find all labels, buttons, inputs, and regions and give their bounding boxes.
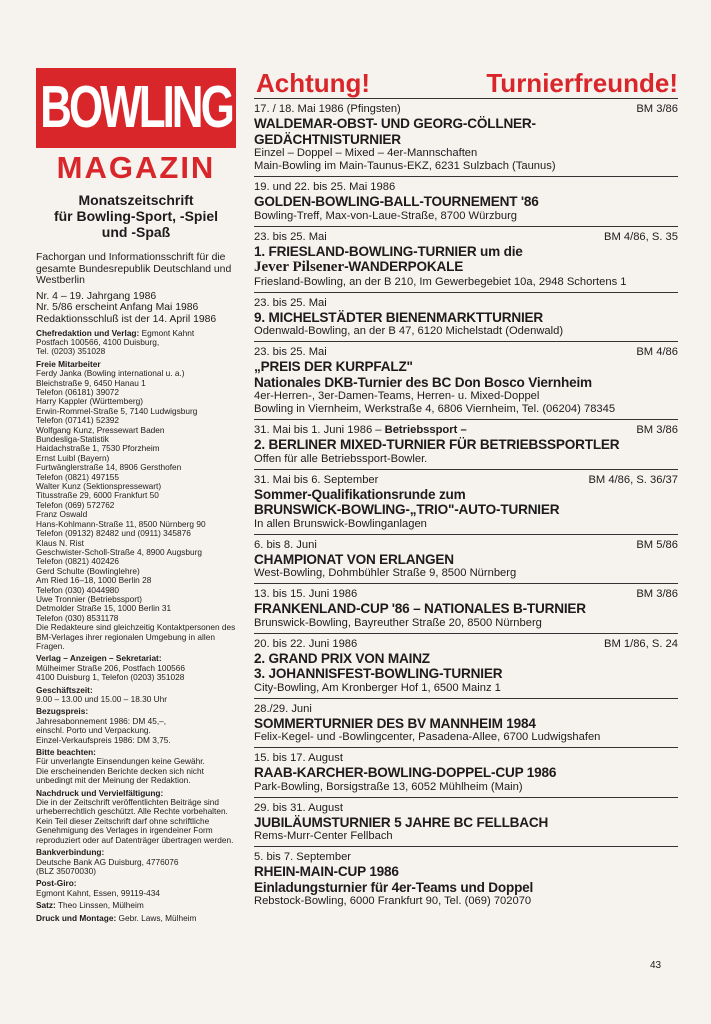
impressum-heading-label: Verlag – Anzeigen – Sekretariat: — [36, 653, 162, 664]
event-ref: BM 1/86, S. 24 — [603, 637, 678, 650]
impressum-text: Deutsche Bank AG Duisburg, 4776076 (BLZ 35070030) — [36, 856, 179, 876]
event-date-row — [254, 851, 678, 864]
event-title: SOMMERTURNIER DES BV MANNHEIM 1984 — [254, 715, 536, 731]
event-date: 23. bis 25. Mai — [254, 230, 327, 243]
subtitle-line: Monatszeitschrift — [78, 192, 194, 208]
banner — [254, 68, 678, 98]
event-date-row — [254, 231, 678, 244]
impressum-section — [36, 914, 236, 923]
subtitle — [36, 192, 236, 240]
issue-line: Nr. 4 – 19. Jahrgang 1986 — [36, 290, 157, 302]
event-date-wrap — [254, 588, 357, 601]
event-title-rest: -WANDERPOKALE — [344, 259, 464, 274]
event-date-wrap — [254, 539, 317, 552]
event-title: BRUNSWICK-BOWLING-„TRIO"-AUTO-TURNIER — [254, 502, 560, 517]
issue-line: Nr. 5/86 erscheint Anfang Mai 1986 — [36, 302, 199, 314]
event-date-row — [254, 802, 678, 815]
event-title: „PREIS DER KURPFALZ" — [254, 359, 413, 374]
impressum-heading-label: Chefredaktion und Verlag: — [36, 327, 140, 338]
event-entry — [254, 846, 678, 911]
impressum-text: Egmont Kahnt, Essen, 99119-434 — [36, 887, 160, 898]
event-date-row — [254, 297, 678, 310]
event-entry — [254, 419, 678, 469]
impressum-section — [36, 707, 236, 745]
impressum-heading-label: Freie Mitarbeiter — [36, 358, 101, 369]
issue-info — [36, 291, 236, 326]
event-detail: 4er-Herren-, 3er-Damen-Teams, Herren- u. Mixed-Doppel — [254, 390, 540, 402]
impressum-inline: Theo Linssen, Mülheim — [55, 900, 144, 911]
impressum-text: Ferdy Janka (Bowling international u. a.) Bleichstraße 9, 6450 Hanau 1 Telefon (06181) 39072 Harry Kappler (Württemberg) Erwin-Rommel-Straße 5, 7140 Ludwigsburg Telefon (07141) 52392 Wolfgang Kunz, Pressewart Baden Bundesliga-Statistik Haidachstraße 1, 7530 Pforzheim Ernst Luibl (Bayern) Furtwänglerstraße 14, 8906 Gersthofen Telefon (0821) 497155 Walter Kunz (Sektionspressewart) Titusstraße 29, 6000 Frankfurt 50 Telefon (069) 572762 Franz Oswald Hans-Kohlmann-Straße 11, 8500 Nürnberg 90 Telefon (09132) 82482 und (0911) 345876 Klaus N. Rist Geschwister-Scholl-Straße 4, 8900 Augsburg Telefon (0821) 402426 Gerd Schulte (Bowlinglehre) Am Ried 16–18, 1000 Berlin 28 Telefon (030) 4044980 Uwe Tronnier (Betriebssport) Detmolder Straße 15, 1000 Berlin 31 Telefon (030) 8531178 Die Redakteure sind gleichzeitig Kontaktpersonen des BM-Verlages ihrer regionalen Umgebung in allen Fragen. — [36, 368, 236, 651]
event-date: 15. bis 17. August — [254, 752, 343, 764]
event-entry — [254, 226, 678, 292]
impressum-section — [36, 901, 236, 910]
event-title-special — [254, 259, 678, 276]
event-date: 6. bis 8. Juni — [254, 538, 317, 551]
event-ref: BM 3/86 — [636, 103, 678, 115]
event-title: CHAMPIONAT VON ERLANGEN — [254, 551, 454, 567]
event-title: Einladungsturnier für 4er-Teams und Doppel — [254, 879, 534, 895]
event-title: 2. BERLINER MIXED-TURNIER FÜR BETRIEBSSPORTLER — [254, 437, 620, 452]
event-title: 2. GRAND PRIX VON MAINZ — [254, 650, 430, 666]
event-title: 3. JOHANNISFEST-BOWLING-TURNIER — [254, 666, 503, 681]
event-date: 28./29. Juni — [254, 702, 312, 715]
impressum-text: Postfach 100566, 4100 Duisburg, Tel. (0203) 351028 — [36, 336, 160, 357]
impressum-heading-label: Geschäftszeit: — [36, 684, 93, 695]
event-ref: BM 4/86, S. 35 — [603, 230, 678, 243]
event-date-wrap — [254, 181, 395, 194]
impressum-heading-label: Bankverbindung: — [36, 847, 105, 858]
event-entry — [254, 292, 678, 342]
event-detail: Einzel – Doppel – Mixed – 4er-Mannschaften — [254, 147, 478, 159]
impressum-section — [36, 848, 236, 876]
event-ref: BM 5/86 — [636, 538, 678, 551]
event-detail: Bowling in Viernheim, Werkstraße 4, 6806 Viernheim, Tel. (06204) 78345 — [254, 403, 616, 415]
description: Fachorgan und Informationsschrift für die gesamte Bundesrepublik Deutschland und Westberlin — [36, 252, 232, 287]
event-date: 31. Mai bis 6. September — [254, 473, 379, 486]
event-date-wrap — [254, 638, 357, 651]
impressum-text: Jahresabonnement 1986: DM 45,–, einschl. Porto und Verpackung. Einzel-Verkaufspreis 1986: DM 3,75. — [36, 715, 171, 745]
subtitle-line: für Bowling-Sport, -Spiel — [53, 208, 219, 224]
event-entry — [254, 176, 678, 226]
event-entry — [254, 534, 678, 584]
event-detail: In allen Brunswick-Bowlinganlagen — [254, 517, 427, 530]
impressum-heading-label: Nachdruck und Vervielfältigung: — [36, 787, 164, 798]
event-date: 23. bis 25. Mai — [254, 296, 327, 309]
event-date-wrap — [254, 802, 343, 815]
magazin-title: MAGAZIN — [56, 150, 216, 185]
impressum-heading — [36, 914, 236, 923]
event-date-wrap — [254, 231, 327, 244]
impressum-inline: Gebr. Laws, Mülheim — [116, 912, 197, 923]
event-detail: Brunswick-Bowling, Bayreuther Straße 20, 8500 Nürnberg — [254, 616, 542, 629]
event-title: FRANKENLAND-CUP '86 – NATIONALES B-TURNIER — [254, 601, 586, 616]
issue-line: Redaktionsschluß ist der 14. April 1986 — [36, 313, 217, 325]
event-title: RAAB-KARCHER-BOWLING-DOPPEL-CUP 1986 — [254, 765, 557, 780]
event-date-wrap — [254, 851, 351, 864]
banner-right: Turnierfreunde! — [486, 68, 678, 98]
impressum-section — [36, 360, 236, 652]
events-column — [254, 68, 678, 911]
impressum-section — [36, 654, 236, 682]
event-date-row — [254, 638, 678, 651]
event-title: RHEIN-MAIN-CUP 1986 — [254, 864, 399, 879]
logo-text: BOWLING — [40, 74, 232, 141]
impressum-heading-label: Druck und Montage: — [36, 912, 117, 923]
event-date-wrap — [254, 474, 378, 487]
event-date-wrap — [254, 297, 327, 310]
event-detail: Offen für alle Betriebssport-Bowler. — [254, 452, 428, 465]
event-detail: West-Bowling, Dohmbühler Straße 9, 8500 Nürnberg — [254, 567, 517, 579]
event-ref: BM 3/86 — [636, 424, 678, 436]
impressum-section — [36, 879, 236, 898]
event-title: WALDEMAR-OBST- UND GEORG-CÖLLNER- — [254, 116, 536, 131]
event-entry — [254, 698, 678, 748]
event-entry — [254, 797, 678, 847]
subtitle-line: und -Spaß — [101, 224, 171, 240]
banner-left: Achtung! — [256, 68, 371, 98]
impressum-heading — [36, 901, 236, 910]
impressum-text: 9.00 – 13.00 und 15.00 – 18.30 Uhr — [36, 694, 168, 704]
event-detail: Rems-Murr-Center Fellbach — [254, 830, 393, 842]
event-date-category: Betriebssport – — [384, 424, 467, 436]
event-date: 19. und 22. bis 25. Mai 1986 — [254, 181, 396, 193]
event-title: 9. MICHELSTÄDTER BIENENMARKTTURNIER — [254, 309, 544, 325]
event-entry — [254, 633, 678, 698]
event-date-row — [254, 103, 678, 116]
event-entry — [254, 747, 678, 797]
event-date: 23. bis 25. Mai — [254, 346, 327, 358]
impressum-text: Für unverlangte Einsendungen keine Gewähr. Die erscheinenden Berichte decken sich nicht unbedingt mit der Meinung der Redaktion. — [36, 756, 205, 786]
event-entry — [254, 98, 678, 176]
event-date-wrap — [254, 703, 312, 716]
event-detail: Park-Bowling, Borsigstraße 13, 6052 Mühlheim (Main) — [254, 780, 523, 793]
event-date-row — [254, 181, 678, 194]
event-ref: BM 3/86 — [636, 588, 678, 600]
impressum-heading-label: Satz: — [36, 900, 56, 911]
event-date: 20. bis 22. Juni 1986 — [254, 637, 358, 650]
impressum — [36, 329, 236, 923]
event-title: Nationales DKB-Turnier des BC Don Bosco Viernheim — [254, 374, 592, 390]
event-date-wrap — [254, 103, 401, 116]
impressum-heading-label: Bezugspreis: — [36, 706, 89, 717]
impressum-heading-label: Bitte beachten: — [36, 747, 96, 758]
event-date: 13. bis 15. Juni 1986 — [254, 588, 358, 600]
event-date-row — [254, 474, 678, 487]
event-date-row — [254, 424, 678, 437]
event-entry — [254, 341, 678, 419]
event-entry — [254, 583, 678, 633]
event-ref: BM 4/86, S. 36/37 — [588, 473, 678, 486]
event-detail: Felix-Kegel- und -Bowlingcenter, Pasadena-Allee, 6700 Ludwigshafen — [254, 731, 601, 743]
impressum-text: Mülheimer Straße 206, Postfach 100566 4100 Duisburg 1, Telefon (0203) 351028 — [36, 662, 185, 683]
bowling-logo — [36, 68, 236, 148]
event-title: Sommer-Qualifikationsrunde zum — [254, 486, 466, 502]
event-detail: Odenwald-Bowling, an der B 47, 6120 Michelstadt (Odenwald) — [254, 325, 564, 337]
event-detail: Rebstock-Bowling, 6000 Frankfurt 90, Tel. (069) 702070 — [254, 895, 532, 907]
impressum-heading-label: Post-Giro: — [36, 878, 77, 889]
event-entry — [254, 469, 678, 534]
impressum-section — [36, 789, 236, 845]
event-date: 31. Mai bis 1. Juni 1986 – — [254, 424, 385, 436]
event-date-row — [254, 539, 678, 552]
masthead-column — [36, 68, 236, 923]
event-ref: BM 4/86 — [636, 346, 678, 358]
event-date-row — [254, 703, 678, 716]
event-detail: Main-Bowling im Main-Taunus-EKZ, 6231 Sulzbach (Taunus) — [254, 160, 556, 172]
event-title: JUBILÄUMSTURNIER 5 JAHRE BC FELLBACH — [254, 814, 549, 830]
event-date-wrap — [254, 424, 467, 437]
event-date: 17. / 18. Mai 1986 (Pfingsten) — [254, 103, 401, 115]
impressum-section — [36, 329, 236, 357]
impressum-text: Die in der Zeitschrift veröffentlichten Beiträge sind urheberrechtlich geschützt. Alle Rechte vorbehalten. Kein Teil dieser Zeitschrift darf ohne schriftliche Genehmigung des Verlages in irgendeiner Form reproduziert oder auf Datenträger übertragen werden. — [36, 797, 234, 845]
event-date-wrap — [254, 346, 327, 359]
event-title: 1. FRIESLAND-BOWLING-TURNIER um die — [254, 243, 523, 259]
sponsor-name: Jever Pilsener — [254, 259, 345, 275]
page-number: 43 — [650, 960, 662, 971]
event-title: GOLDEN-BOWLING-BALL-TOURNEMENT '86 — [254, 194, 539, 209]
event-list — [254, 98, 678, 911]
event-date-row — [254, 588, 678, 601]
impressum-inline: Egmont Kahnt — [139, 327, 195, 338]
event-date: 29. bis 31. August — [254, 801, 343, 814]
event-date-row — [254, 346, 678, 359]
impressum-section — [36, 748, 236, 786]
event-title: GEDÄCHTNISTURNIER — [254, 131, 401, 147]
event-detail: Friesland-Bowling, an der B 210, Im Gewerbegebiet 10a, 2948 Schortens 1 — [254, 275, 627, 288]
event-date: 5. bis 7. September — [254, 851, 352, 863]
event-date-row — [254, 752, 678, 765]
event-date-wrap — [254, 752, 343, 765]
event-detail: Bowling-Treff, Max-von-Laue-Straße, 8700 Würzburg — [254, 209, 518, 222]
event-detail: City-Bowling, Am Kronberger Hof 1, 6500 Mainz 1 — [254, 681, 501, 694]
impressum-section — [36, 686, 236, 705]
